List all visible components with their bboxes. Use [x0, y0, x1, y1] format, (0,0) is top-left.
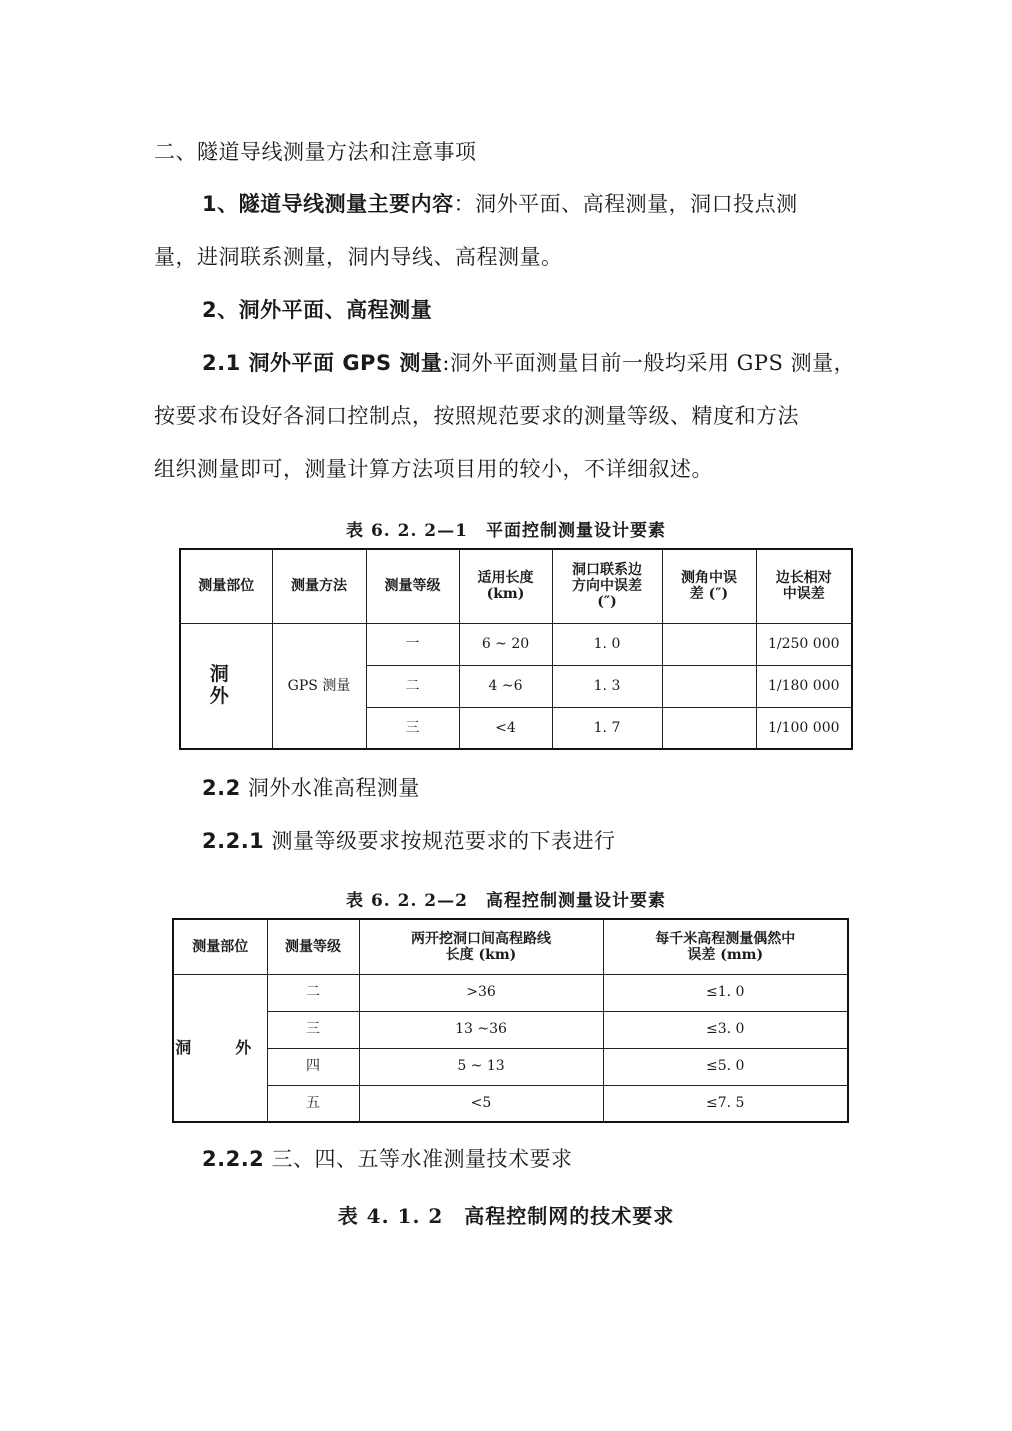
paragraph-1-line-1 — [202, 188, 908, 218]
paragraph-4 — [202, 772, 908, 802]
table-row — [173, 974, 848, 1011]
paragraph-5-text: 测量等级要求按规范要求的下表进行 — [264, 829, 616, 853]
table-row — [173, 1011, 848, 1048]
t2-length-cell: 5 ~ 13 — [359, 1048, 603, 1085]
table-3-caption: 表 4. 1. 2 高程控制网的技术要求 — [337, 1204, 675, 1228]
table-2-caption: 表 6. 2. 2—2 高程控制测量设计要素 — [346, 891, 666, 911]
paragraph-3-line-2: 按要求布设好各洞口控制点，按照规范要求的测量等级、精度和方法 — [154, 404, 799, 428]
paragraph-6-lead: 2.2.2 — [202, 1147, 265, 1171]
paragraph-5-lead: 2.2.1 — [202, 829, 265, 853]
section-heading: 二、隧道导线测量方法和注意事项 — [154, 140, 477, 164]
paragraph-3-lead: 2.1 洞外平面 GPS 测量 — [202, 351, 443, 375]
t2-header-error: 每千米高程测量偶然中 误差 (mm) — [603, 919, 848, 974]
t1-side-error-cell: 1/250 000 — [756, 623, 852, 665]
paragraph-6 — [202, 1143, 908, 1173]
t2-header-location: 测量部位 — [173, 919, 267, 974]
paragraph-5 — [202, 825, 908, 855]
t1-direction-error-cell: 1. 0 — [552, 623, 662, 665]
t1-header-method: 测量方法 — [272, 549, 366, 623]
t1-length-cell: 6 ~ 20 — [459, 623, 552, 665]
t1-header-length: 适用长度 (km) — [459, 549, 552, 623]
paragraph-3-text: :洞外平面测量目前一般均采用 GPS 测量， — [442, 351, 856, 375]
t1-angle-error-cell — [662, 707, 756, 749]
paragraph-3-line-3: 组织测量即可，测量计算方法项目用的较小，不详细叙述。 — [154, 457, 713, 481]
table-row — [180, 623, 852, 665]
paragraph-2-heading: 2、洞外平面、高程测量 — [202, 298, 433, 322]
t1-angle-error-cell — [662, 665, 756, 707]
t2-grade-cell: 五 — [267, 1085, 359, 1122]
paragraph-1-line-2: 量，进洞联系测量，洞内导线、高程测量。 — [154, 245, 563, 269]
t2-length-cell: >36 — [359, 974, 603, 1011]
t2-header-length: 两开挖洞口间高程路线 长度 (km) — [359, 919, 603, 974]
table-row — [173, 1048, 848, 1085]
table-1-caption: 表 6. 2. 2—1 平面控制测量设计要素 — [346, 521, 666, 541]
t2-location-cell: 洞 外 — [173, 974, 267, 1122]
paragraph-4-text: 洞外水准高程测量 — [240, 776, 420, 800]
plane-control-table — [179, 548, 853, 750]
t1-angle-error-cell — [662, 623, 756, 665]
t1-header-grade: 测量等级 — [366, 549, 459, 623]
t2-grade-cell: 三 — [267, 1011, 359, 1048]
t1-header-angle-error: 测角中误 差 (″) — [662, 549, 756, 623]
t1-length-cell: 4 ~6 — [459, 665, 552, 707]
paragraph-4-lead: 2.2 — [202, 776, 241, 800]
paragraph-1-lead: 1、隧道导线测量主要内容 — [202, 192, 454, 216]
t2-error-cell: ≤7. 5 — [603, 1085, 848, 1122]
t2-error-cell: ≤1. 0 — [603, 974, 848, 1011]
t1-side-error-cell: 1/100 000 — [756, 707, 852, 749]
height-control-table — [172, 918, 849, 1123]
paragraph-6-text: 三、四、五等水准测量技术要求 — [264, 1147, 573, 1171]
t1-header-side-error: 边长相对 中误差 — [756, 549, 852, 623]
t1-length-cell: <4 — [459, 707, 552, 749]
t2-grade-cell: 二 — [267, 974, 359, 1011]
t1-direction-error-cell: 1. 3 — [552, 665, 662, 707]
t2-length-cell: <5 — [359, 1085, 603, 1122]
t1-header-direction-error: 洞口联系边 方向中误差 (″) — [552, 549, 662, 623]
paragraph-1-text: ：洞外平面、高程测量，洞口投点测 — [453, 192, 798, 216]
t1-grade-cell: 二 — [366, 665, 459, 707]
table-row — [173, 1085, 848, 1122]
t2-error-cell: ≤5. 0 — [603, 1048, 848, 1085]
t1-grade-cell: 三 — [366, 707, 459, 749]
t1-method-cell: GPS 测量 — [272, 623, 366, 749]
t1-header-location: 测量部位 — [180, 549, 272, 623]
t1-location-cell: 洞 外 — [180, 623, 272, 749]
t2-error-cell: ≤3. 0 — [603, 1011, 848, 1048]
t1-direction-error-cell: 1. 7 — [552, 707, 662, 749]
t2-length-cell: 13 ~36 — [359, 1011, 603, 1048]
paragraph-3-line-1 — [202, 347, 908, 377]
t1-side-error-cell: 1/180 000 — [756, 665, 852, 707]
t2-grade-cell: 四 — [267, 1048, 359, 1085]
t1-grade-cell: 一 — [366, 623, 459, 665]
t2-header-grade: 测量等级 — [267, 919, 359, 974]
